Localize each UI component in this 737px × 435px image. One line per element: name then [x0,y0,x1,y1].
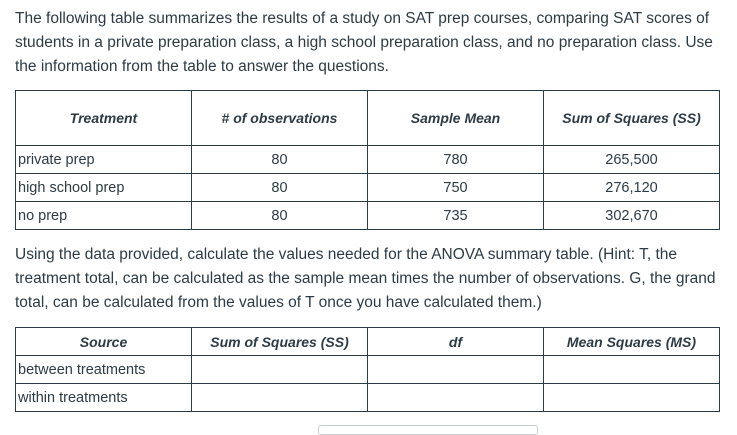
instructions-paragraph: Using the data provided, calculate the values needed for the ANOVA summary table. (Hint: T, the treatment total, can be calculated as the sample mean times the number of observations. G, the grand total, can be calculated from the values of T once you have calculated them.) [15,246,716,311]
sample-mean-cell: 735 [368,202,544,230]
mean-squares-answer-cell[interactable] [544,384,720,412]
column-header-sum-of-squares: Sum of Squares (SS) [544,91,720,146]
df-answer-cell[interactable] [368,384,544,412]
column-header-sample-mean: Sample Mean [368,91,544,146]
column-header-observations: # of observations [192,91,368,146]
column-header-sum-of-squares: Sum of Squares (SS) [192,328,368,356]
column-header-treatment: Treatment [16,91,192,146]
partial-input-box[interactable] [318,425,538,435]
mean-squares-answer-cell[interactable] [544,356,720,384]
treatment-cell: no prep [16,202,192,230]
treatment-cell: private prep [16,146,192,174]
sample-mean-cell: 750 [368,174,544,202]
sum-of-squares-answer-cell[interactable] [192,384,368,412]
treatment-cell: high school prep [16,174,192,202]
anova-summary-table [15,327,720,412]
column-header-mean-squares: Mean Squares (MS) [544,328,720,356]
column-header-df: df [368,328,544,356]
sum-of-squares-cell: 302,670 [544,202,720,230]
observations-cell: 80 [192,146,368,174]
observations-cell: 80 [192,202,368,230]
table-row [16,356,720,384]
sample-mean-cell: 780 [368,146,544,174]
table-row [16,202,720,230]
column-header-source: Source [16,328,192,356]
sum-of-squares-cell: 276,120 [544,174,720,202]
observations-cell: 80 [192,174,368,202]
study-results-table [15,90,720,230]
intro-paragraph: The following table summarizes the results of a study on SAT prep courses, comparing SAT scores of students in a private preparation class, a high school preparation class, and no preparation class. Use the information from the table to answer the questions. [15,10,713,75]
table-row [16,384,720,412]
sum-of-squares-cell: 265,500 [544,146,720,174]
source-cell: between treatments [16,356,192,384]
table-row [16,146,720,174]
source-cell: within treatments [16,384,192,412]
table-row [16,174,720,202]
table-header-row [16,328,720,356]
df-answer-cell[interactable] [368,356,544,384]
table-header-row [16,91,720,146]
sum-of-squares-answer-cell[interactable] [192,356,368,384]
